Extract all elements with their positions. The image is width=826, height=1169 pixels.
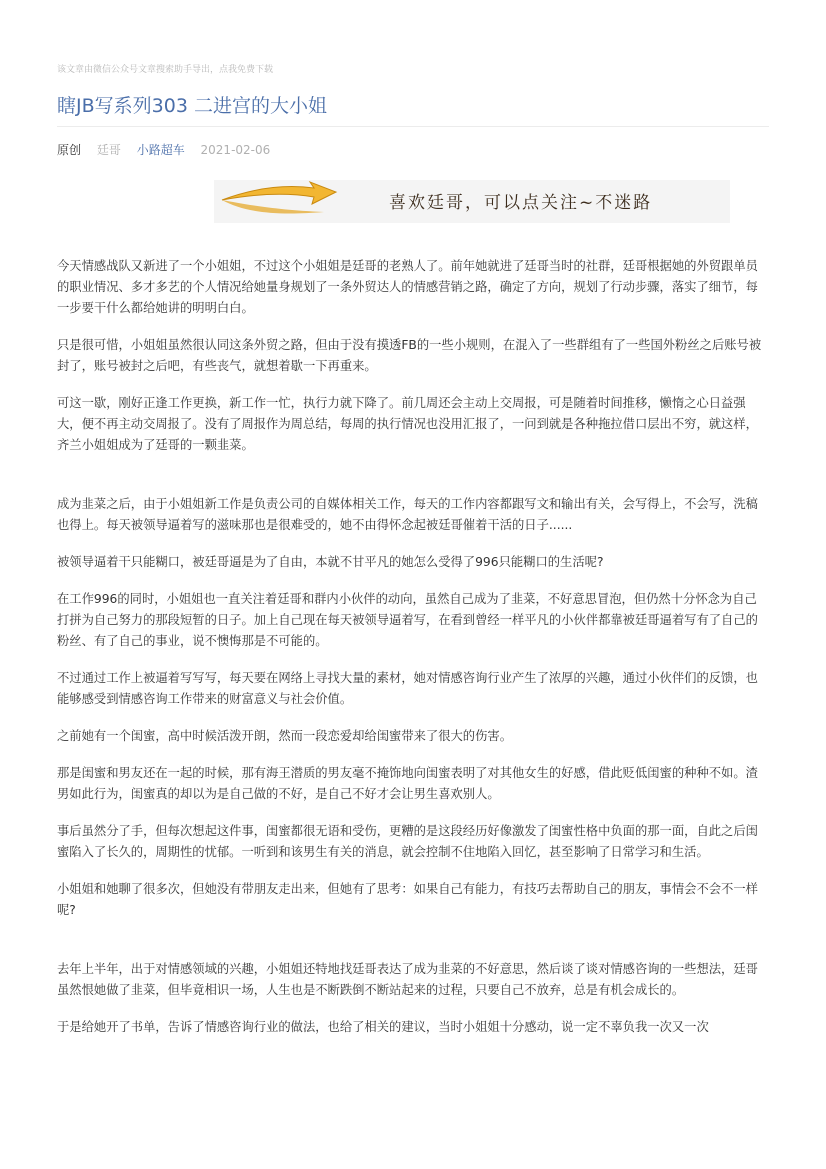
paragraph: 之前她有一个闺蜜，高中时候活泼开朗，然而一段恋爱却给闺蜜带来了很大的伤害。: [57, 729, 512, 743]
paragraph: 今天情感战队又新进了一个小姐姐，不过这个小姐姐是廷哥的老熟人了。前年她就进了廷哥当时的社群，廷哥根据她的外贸跟单员的职业情况、多才多艺的个人情况给她量身规划了一条外贸达人的情感营销之路，确定了方向，规划了行动步骤，落实了细节，每一步要干什么都给她讲的明明白白。: [57, 259, 758, 315]
paragraph: 只是很可惜，小姐姐虽然很认同这条外贸之路，但由于没有摸透FB的一些小规则，在混入了一些群组有了一些国外粉丝之后账号被封了，账号被封之后吧，有些丧气，就想着歇一下再重来。: [57, 338, 762, 373]
paragraph: 小姐姐和她聊了很多次，但她没有带朋友走出来，但她有了思考：如果自己有能力，有技巧去帮助自己的朋友，事情会不会不一样呢?: [57, 882, 758, 917]
publish-date: 2021-02-06: [200, 143, 271, 157]
account-link[interactable]: 小路超车: [136, 143, 185, 157]
paragraph: 那是闺蜜和男友还在一起的时候，那有海王潜质的男友毫不掩饰地向闺蜜表明了对其他女生的好感，借此贬低闺蜜的种种不如。渣男如此行为，闺蜜真的却以为是自己做的不好，是自己不好才会让男生喜欢别人。: [57, 766, 758, 801]
paragraph: 可这一歇，刚好正逢工作更换，新工作一忙，执行力就下降了。前几周还会主动上交周报，可是随着时间推移，懒惰之心日益强大，便不再主动交周报了。没有了周报作为周总结，每周的执行情况也没用汇报了，一问到就是各种拖拉借口层出不穷，就这样，齐兰小姐姐成为了廷哥的一颗韭菜。: [57, 396, 758, 452]
paragraph: 在工作996的同时，小姐姐也一直关注着廷哥和群内小伙伴的动向，虽然自己成为了韭菜，不好意思冒泡，但仍然十分怀念为自己打拼为自己努力的那段短暂的日子。加上自己现在每天被领导逼着写，在看到曾经一样平凡的小伙伴都靠被廷哥逼着写有了自己的粉丝、有了自己的事业，说不懊悔那是不可能的。: [57, 592, 758, 648]
follow-banner: [214, 180, 730, 223]
banner-text: 喜欢廷哥，可以点关注~不迷路: [389, 193, 653, 213]
original-label: 原创: [57, 143, 82, 157]
export-note-link[interactable]: 该文章由微信公众号文章搜索助手导出，点我免费下载: [57, 65, 274, 75]
author-name: 廷哥: [96, 143, 121, 157]
paragraph: 事后虽然分了手，但每次想起这件事，闺蜜都很无语和受伤，更糟的是这段经历好像激发了闺蜜性格中负面的那一面，自此之后闺蜜陷入了长久的，周期性的忧郁。一听到和该男生有关的消息，就会控制不住地陷入回忆，甚至影响了日常学习和生活。: [57, 824, 758, 859]
article-meta: [57, 141, 282, 158]
article-title: 瞎JB写系列303 二进宫的大小姐: [57, 95, 327, 117]
paragraph: 不过通过工作上被逼着写写写，每天要在网络上寻找大量的素材，她对情感咨询行业产生了浓厚的兴趣，通过小伙伴们的反馈，也能够感受到情感咨询工作带来的财富意义与社会价值。: [57, 671, 758, 706]
title-divider: [57, 126, 769, 127]
paragraph: 被领导逼着干只能糊口，被廷哥逼是为了自由，本就不甘平凡的她怎么受得了996只能糊口的生活呢?: [57, 555, 604, 569]
paragraph: 于是给她开了书单，告诉了情感咨询行业的做法，也给了相关的建议，当时小姐姐十分感动，说一定不辜负我一次又一次: [57, 1020, 709, 1034]
article-body: [57, 256, 769, 1054]
paragraph: 去年上半年，出于对情感领域的兴趣，小姐姐还特地找廷哥表达了成为韭菜的不好意思，然后谈了谈对情感咨询的一些想法，廷哥虽然恨她做了韭菜，但毕竟相识一场，人生也是不断跌倒不断站起来的过程，只要自己不放弃，总是有机会成长的。: [57, 962, 758, 997]
paragraph: 成为韭菜之后，由于小姐姐新工作是负责公司的自媒体相关工作，每天的工作内容都跟写文和输出有关，会写得上，不会写，洗稿也得上。每天被领导逼着写的滋味那也是很难受的，她不由得怀念起被廷哥催着干活的日子......: [57, 497, 758, 532]
